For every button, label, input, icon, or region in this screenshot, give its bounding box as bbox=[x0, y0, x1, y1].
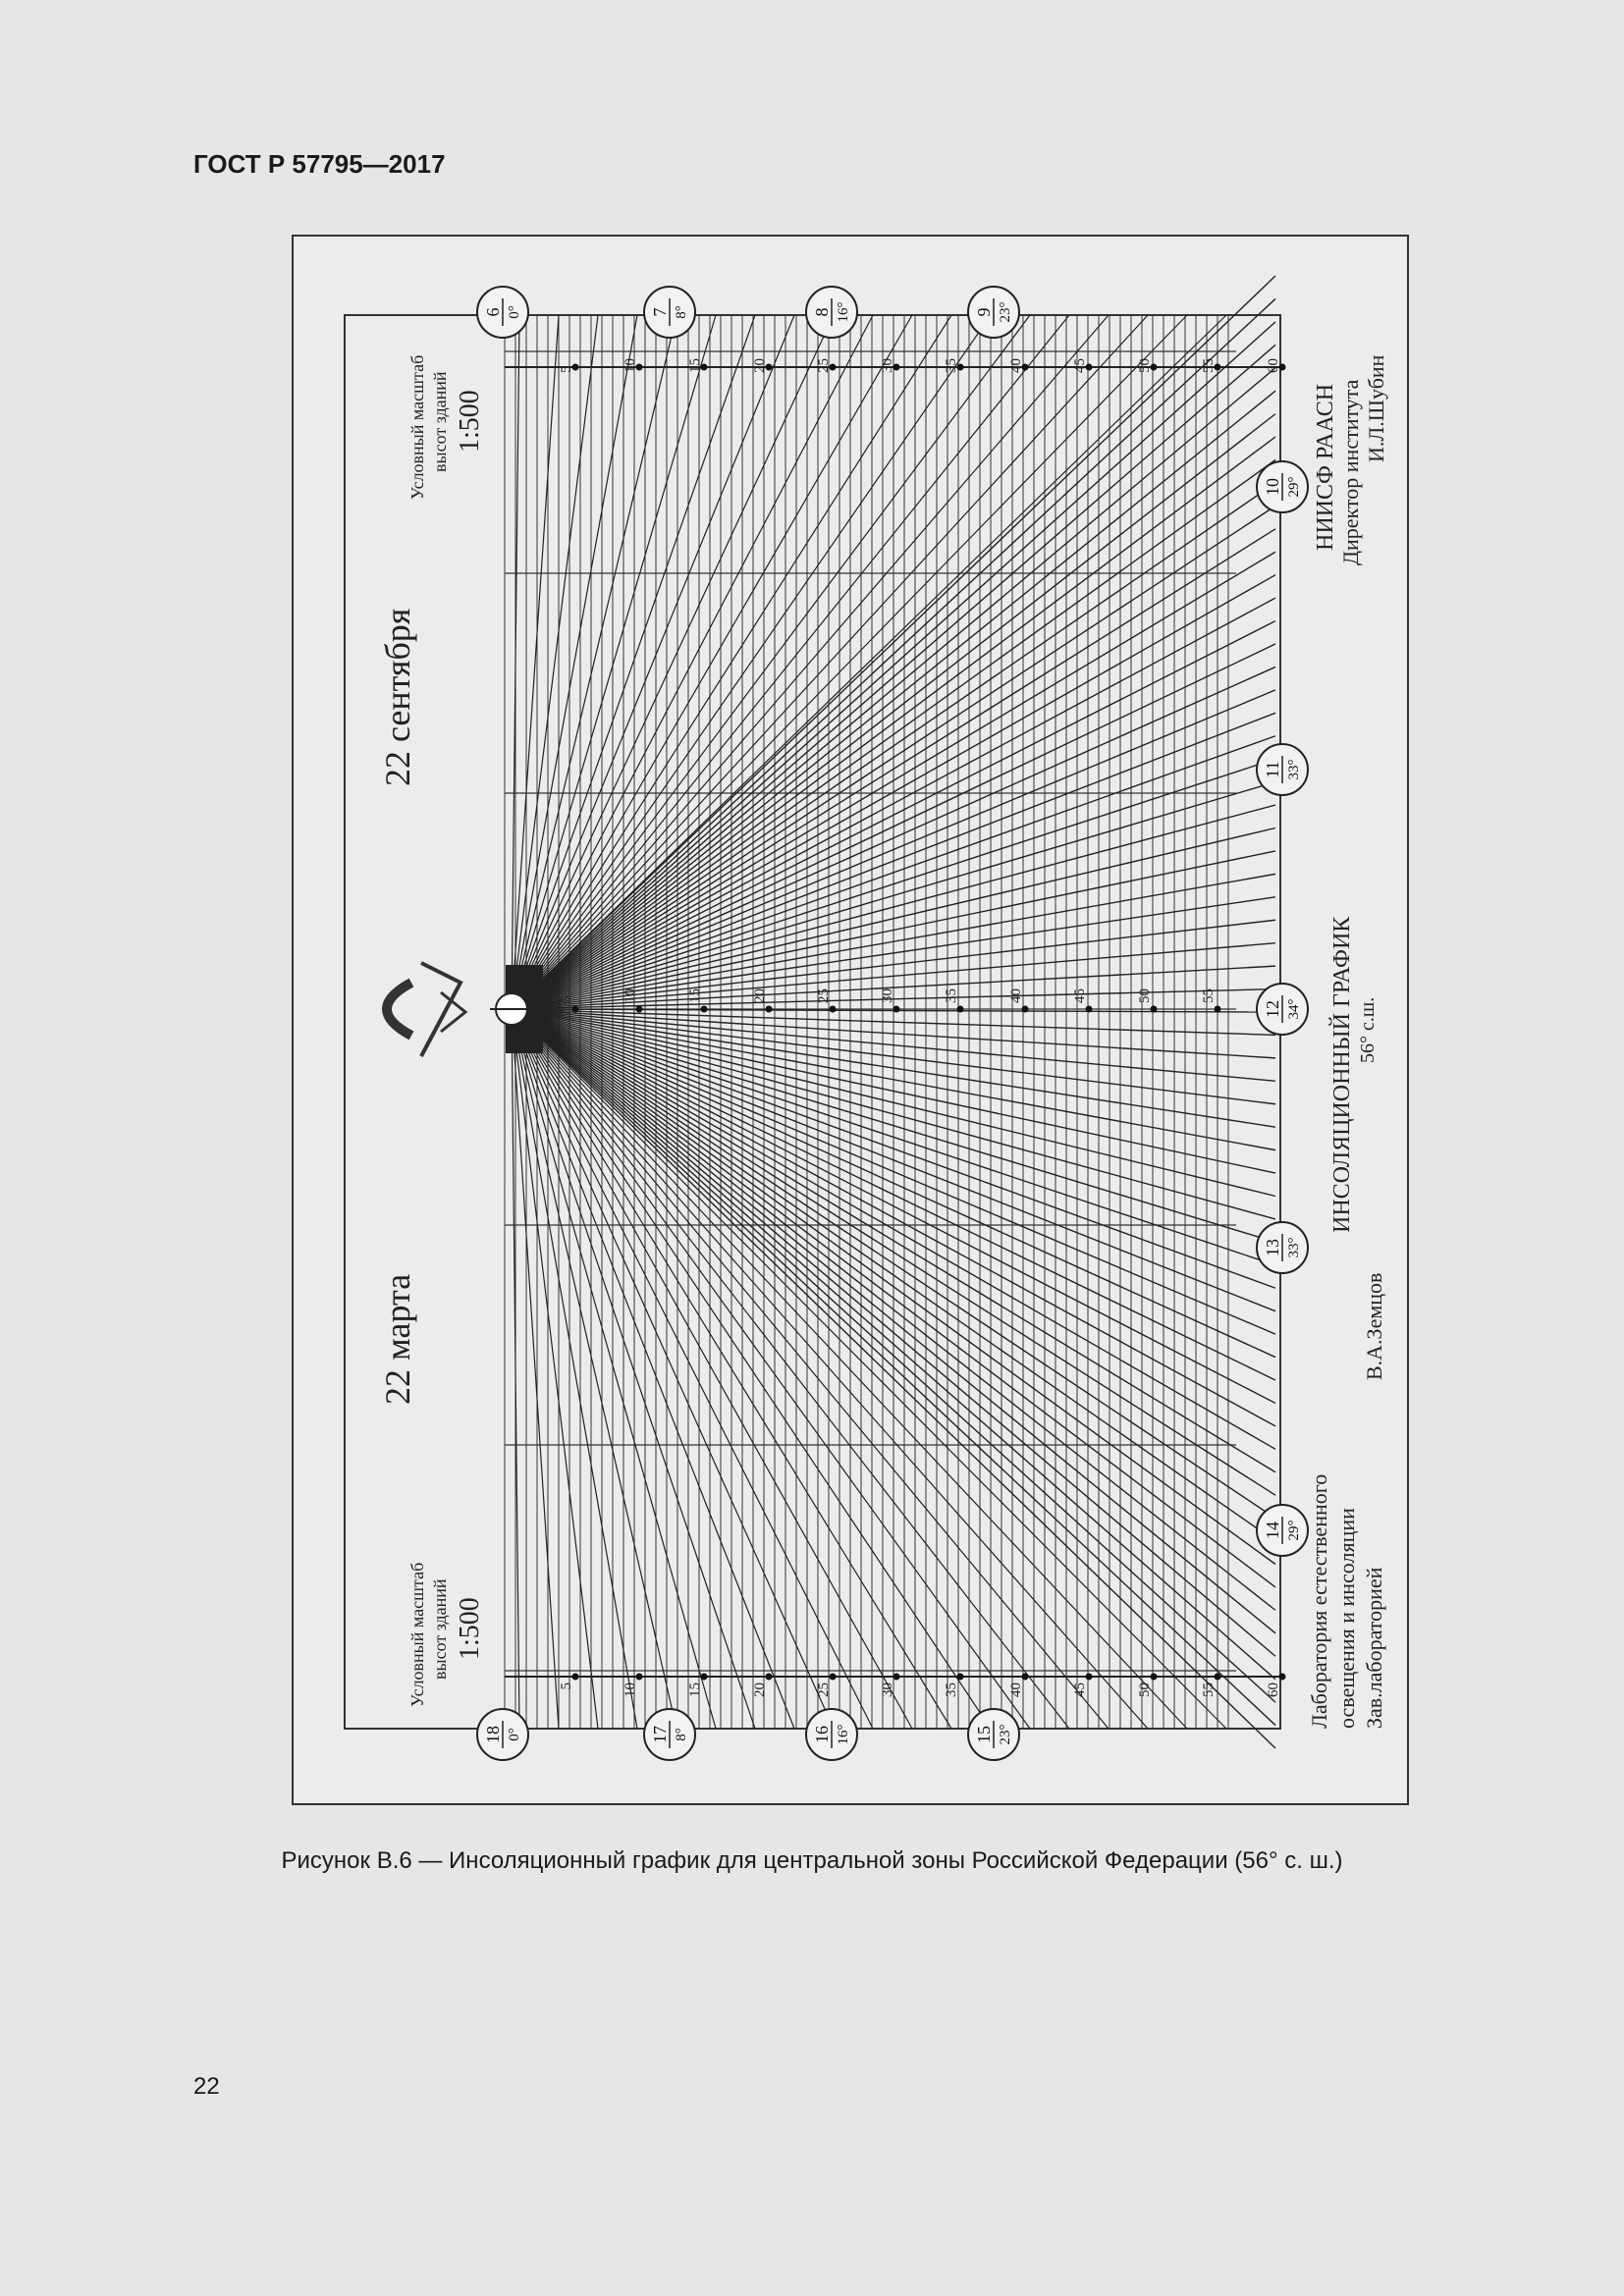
time-circle-minute: 16° bbox=[836, 301, 851, 323]
institute-label: НИИСФ РААСН bbox=[1313, 383, 1338, 551]
height-mark-dot bbox=[1215, 1006, 1221, 1013]
height-mark-label: 15 bbox=[687, 988, 703, 1003]
scale-note-right-line2: высот зданий bbox=[430, 371, 450, 472]
sun-ray-line bbox=[512, 1009, 912, 1729]
scale-value-right: 1:500 bbox=[455, 390, 485, 453]
mark-layer bbox=[559, 358, 1286, 1697]
height-mark-label: 45 bbox=[1072, 988, 1088, 1003]
time-circle-hour: 16 bbox=[812, 1726, 832, 1743]
time-circle-minute: 23° bbox=[998, 301, 1013, 323]
scale-note-left-line2: высот зданий bbox=[430, 1578, 450, 1680]
lab-line2: освещения и инсоляции bbox=[1334, 1508, 1359, 1729]
height-mark-dot bbox=[1022, 1674, 1029, 1681]
time-circle-minute: 16° bbox=[836, 1724, 851, 1745]
height-mark-label: 5 bbox=[559, 365, 574, 373]
time-circle-minute: 33° bbox=[1286, 1237, 1302, 1258]
height-mark-dot bbox=[636, 1674, 643, 1681]
height-mark-label: 10 bbox=[623, 358, 638, 373]
sun-ray-line bbox=[512, 315, 1069, 1009]
height-mark-label: 25 bbox=[816, 358, 832, 373]
sun-ray-line bbox=[512, 315, 794, 1009]
time-circle-bottom bbox=[968, 1709, 1019, 1760]
time-circle-minute: 8° bbox=[674, 1728, 689, 1741]
time-circle-hour: 13 bbox=[1263, 1239, 1282, 1256]
grid-layer bbox=[345, 315, 1285, 1729]
height-mark-label: 45 bbox=[1072, 1682, 1088, 1697]
height-mark-label: 50 bbox=[1137, 1682, 1153, 1697]
time-circle-hour: 8 bbox=[812, 307, 832, 317]
time-circle-bottom bbox=[806, 1709, 857, 1760]
height-mark-dot bbox=[766, 1674, 773, 1681]
time-circle-bottom bbox=[477, 1709, 528, 1760]
time-circle-right-edge bbox=[1257, 1222, 1308, 1273]
height-mark-label: 50 bbox=[1137, 358, 1153, 373]
sun-ray-line bbox=[512, 315, 873, 1009]
time-circle-top bbox=[806, 287, 857, 338]
height-mark-label: 25 bbox=[816, 988, 832, 1003]
time-circle-right-edge bbox=[1257, 984, 1308, 1035]
sun-ray-line bbox=[512, 1009, 1109, 1729]
height-mark-label: 30 bbox=[880, 988, 895, 1003]
height-mark-label: 15 bbox=[687, 358, 703, 373]
time-circle-top bbox=[968, 287, 1019, 338]
time-circle-minute: 33° bbox=[1286, 759, 1302, 780]
height-mark-label: 60 bbox=[1266, 1682, 1281, 1697]
time-circle-hour: 6 bbox=[483, 307, 503, 317]
height-mark-dot bbox=[893, 1674, 900, 1681]
height-mark-dot bbox=[1086, 1006, 1093, 1013]
scale-note-right-line1: Условный масштаб bbox=[407, 354, 427, 500]
time-circle-hour: 17 bbox=[650, 1726, 670, 1743]
height-mark-dot bbox=[701, 1006, 708, 1013]
height-mark-label: 55 bbox=[1201, 358, 1217, 373]
height-mark-label: 50 bbox=[1137, 988, 1153, 1003]
origin-logo bbox=[387, 963, 543, 1056]
height-mark-dot bbox=[1215, 1674, 1221, 1681]
date-left-label: 22 марта bbox=[378, 1273, 417, 1405]
director-title: Директор института bbox=[1338, 379, 1363, 565]
time-circle-right-edge bbox=[1257, 461, 1308, 512]
height-mark-dot bbox=[636, 1006, 643, 1013]
height-mark-label: 40 bbox=[1008, 358, 1024, 373]
insolation-chart-svg bbox=[294, 237, 1411, 1807]
sun-ray-line bbox=[512, 1009, 873, 1729]
time-circle-minute: 0° bbox=[507, 1728, 522, 1741]
sun-ray-line bbox=[512, 315, 912, 1009]
height-mark-dot bbox=[830, 1006, 837, 1013]
time-circle-minute: 29° bbox=[1286, 476, 1302, 498]
time-circle-right-edge bbox=[1257, 744, 1308, 795]
height-mark-dot bbox=[1086, 1674, 1093, 1681]
time-circle-top bbox=[477, 287, 528, 338]
height-mark-dot bbox=[830, 1674, 837, 1681]
sun-ray-line bbox=[512, 1009, 677, 1729]
height-mark-label: 40 bbox=[1008, 1682, 1024, 1697]
height-mark-dot bbox=[1022, 1006, 1029, 1013]
time-circle-hour: 14 bbox=[1263, 1522, 1282, 1539]
time-circle-hour: 15 bbox=[974, 1726, 994, 1743]
height-mark-dot bbox=[957, 1674, 964, 1681]
height-mark-label: 35 bbox=[944, 988, 959, 1003]
chart-title-label: ИНСОЛЯЦИОННЫЙ ГРАФИК bbox=[1329, 916, 1355, 1233]
director-name: И.Л.Шубин bbox=[1364, 354, 1388, 462]
time-circle-top bbox=[644, 287, 695, 338]
sun-ray-line bbox=[512, 315, 1109, 1009]
insolation-chart-figure bbox=[292, 235, 1409, 1805]
time-circle-bottom bbox=[644, 1709, 695, 1760]
time-circle-hour: 12 bbox=[1263, 1000, 1282, 1018]
height-mark-dot bbox=[766, 1006, 773, 1013]
lab-head-title: Зав.лабораторией bbox=[1362, 1567, 1386, 1729]
height-mark-label: 20 bbox=[752, 988, 768, 1003]
height-mark-label: 35 bbox=[944, 358, 959, 373]
time-circle-hour: 9 bbox=[974, 307, 994, 317]
height-mark-label: 60 bbox=[1266, 358, 1281, 373]
time-circle-hour: 7 bbox=[650, 307, 670, 317]
document-header: ГОСТ Р 57795—2017 bbox=[193, 149, 446, 179]
lab-line1: Лаборатория естественного bbox=[1307, 1473, 1331, 1729]
time-circle-hour: 10 bbox=[1263, 478, 1282, 496]
height-mark-dot bbox=[572, 1006, 579, 1013]
height-mark-label: 10 bbox=[623, 988, 638, 1003]
height-mark-label: 15 bbox=[687, 1682, 703, 1697]
time-circle-minute: 8° bbox=[674, 305, 689, 319]
sun-ray-line bbox=[512, 1009, 598, 1729]
height-mark-dot bbox=[1151, 1674, 1158, 1681]
height-mark-label: 20 bbox=[752, 358, 768, 373]
sun-ray-line bbox=[512, 1009, 1069, 1729]
sun-ray-line bbox=[512, 1009, 991, 1729]
lab-head-name: В.А.Земцов bbox=[1362, 1272, 1386, 1380]
time-circle-hour: 18 bbox=[483, 1726, 503, 1743]
figure-caption: Рисунок В.6 — Инсоляционный график для центральной зоны Российской Федерации (56° с. ш.) bbox=[281, 1847, 1343, 1874]
height-mark-label: 25 bbox=[816, 1682, 832, 1697]
height-mark-label: 10 bbox=[623, 1682, 638, 1697]
height-mark-label: 5 bbox=[559, 995, 574, 1003]
date-right-label: 22 сентября bbox=[378, 608, 417, 786]
height-mark-label: 55 bbox=[1201, 1682, 1217, 1697]
chart-border bbox=[345, 315, 1280, 1729]
height-mark-label: 40 bbox=[1008, 988, 1024, 1003]
page-number: 22 bbox=[193, 2073, 220, 2100]
time-circle-minute: 23° bbox=[998, 1724, 1013, 1745]
time-circle-minute: 0° bbox=[507, 305, 522, 319]
time-circle-right-edge bbox=[1257, 1505, 1308, 1556]
height-mark-dot bbox=[957, 1006, 964, 1013]
height-mark-dot bbox=[1151, 1006, 1158, 1013]
height-mark-dot bbox=[1279, 1674, 1286, 1681]
sun-ray-line bbox=[512, 315, 991, 1009]
height-mark-label: 30 bbox=[880, 1682, 895, 1697]
sun-ray-line bbox=[512, 315, 677, 1009]
height-mark-dot bbox=[893, 1006, 900, 1013]
scale-value-left: 1:500 bbox=[455, 1597, 485, 1660]
height-mark-label: 35 bbox=[944, 1682, 959, 1697]
height-mark-label: 30 bbox=[880, 358, 895, 373]
scale-note-left-line1: Условный масштаб bbox=[407, 1562, 427, 1707]
sun-ray-line bbox=[512, 315, 598, 1009]
height-mark-dot bbox=[572, 1674, 579, 1681]
time-circle-minute: 29° bbox=[1286, 1520, 1302, 1541]
height-mark-label: 45 bbox=[1072, 358, 1088, 373]
height-mark-dot bbox=[701, 1674, 708, 1681]
height-mark-label: 5 bbox=[559, 1682, 574, 1690]
height-mark-label: 55 bbox=[1201, 988, 1217, 1003]
sun-ray-line bbox=[512, 1009, 794, 1729]
height-mark-label: 20 bbox=[752, 1682, 768, 1697]
time-circle-hour: 11 bbox=[1263, 761, 1282, 778]
latitude-label: 56° с.ш. bbox=[1357, 996, 1379, 1063]
time-circle-minute: 34° bbox=[1286, 998, 1302, 1020]
